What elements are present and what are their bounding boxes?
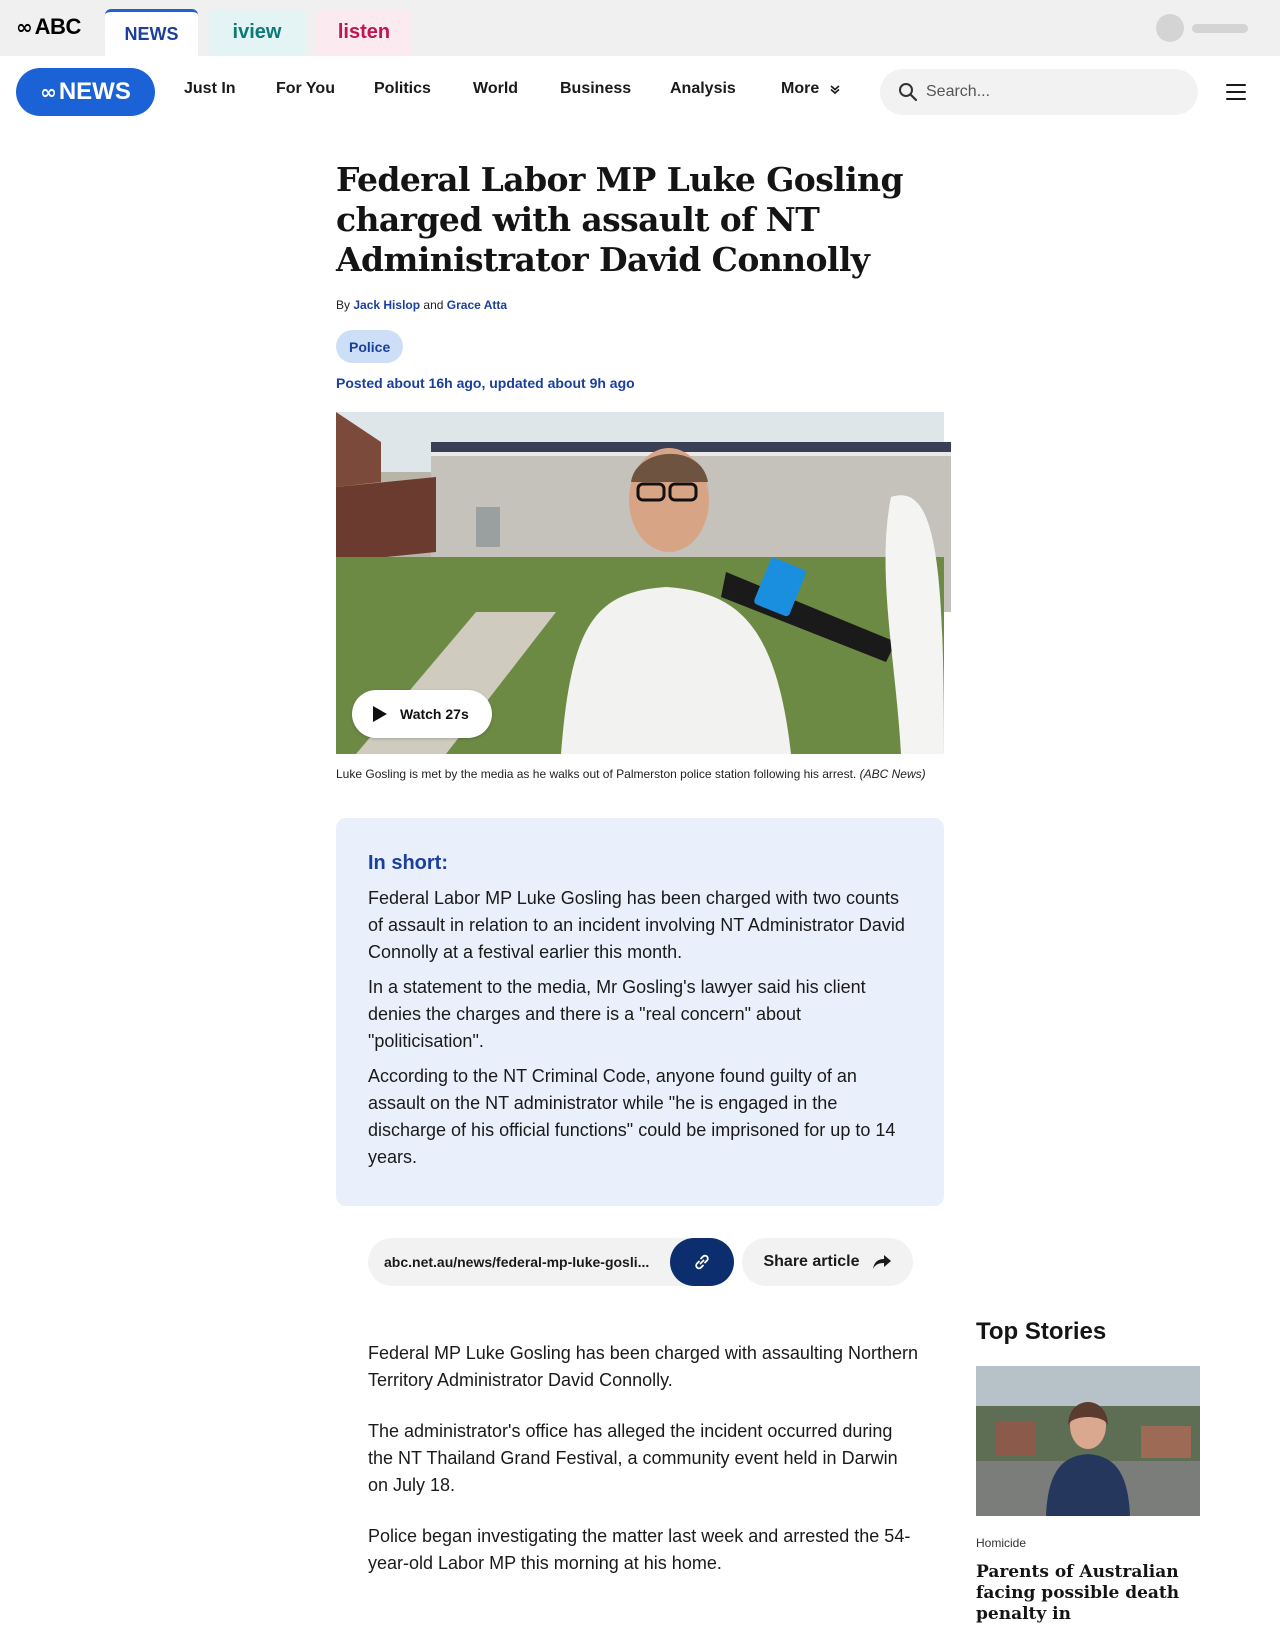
article-body [368,1340,920,1601]
news-logo-text: NEWS [58,78,131,105]
watch-video-button[interactable] [352,690,492,738]
article-url-text: abc.net.au/news/federal-mp-luke-gosli... [384,1254,650,1270]
nav-more-button[interactable] [781,80,841,98]
top-story-image[interactable] [976,1366,1200,1516]
search-placeholder: Search... [926,83,991,100]
image-caption [336,764,944,784]
hero-video[interactable] [336,412,944,754]
topic-tag-police[interactable]: Police [336,330,403,363]
posted-timestamp: Posted about 16h ago, updated about 9h ago [336,375,635,391]
share-row [368,1238,913,1286]
nav-analysis[interactable]: Analysis [670,80,736,97]
byline-prefix: By [336,298,351,312]
caption-text: Luke Gosling is met by the media as he walks out of Palmerston police station following his arrest. [336,767,857,781]
byline-and: and [423,298,444,312]
share-arrow-icon [872,1254,892,1270]
caption-credit: (ABC News) [859,767,926,781]
in-short-title: In short: [368,852,448,874]
nav-just-in[interactable]: Just In [184,80,236,97]
in-short-point: Federal Labor MP Luke Gosling has been charged with two counts of assault in relation to an incident involving NT Administrator David Connolly at a festival earlier this month. [368,888,905,962]
byline [336,298,507,312]
nav-politics[interactable]: Politics [374,80,431,97]
watch-label: Watch 27s [400,706,469,722]
share-article-button[interactable] [742,1238,913,1286]
top-stories-heading: Top Stories [976,1318,1107,1345]
author-link[interactable]: Grace Atta [446,298,508,312]
article-url-field[interactable] [368,1238,734,1286]
body-paragraph: The administrator's office has alleged the incident occurred during the NT Thailand Grand Festival, a community event held in Darwin on July 18. [368,1421,898,1495]
brand-tab-iview[interactable]: iview [209,9,305,56]
body-paragraph: Police began investigating the matter last week and arrested the 54-year-old Labor MP this morning at his home. [368,1526,911,1573]
brand-tab-news[interactable]: NEWS [105,9,198,56]
play-icon [372,705,388,723]
abc-logo[interactable] [16,14,81,40]
nav-world[interactable]: World [473,80,519,97]
body-paragraph: Federal MP Luke Gosling has been charged with assaulting Northern Territory Administrator David Connolly. [368,1343,918,1390]
abc-news-logo[interactable] [16,68,155,116]
search-input[interactable] [880,69,1198,115]
in-short-box [336,818,944,1206]
brand-tab-listen[interactable]: listen [316,9,412,56]
article-headline: Federal Labor MP Luke Gosling charged with assault of NT Administrator David Connolly [336,160,903,279]
top-story-headline[interactable]: Parents of Australian facing possible death penalty in [976,1562,1180,1624]
chevron-down-icon [829,83,841,95]
link-icon [692,1252,712,1272]
abc-wave-icon: ∞ [40,80,55,104]
share-label: Share article [763,1253,860,1270]
top-story-photo [976,1366,1200,1516]
nav-more-label: More [781,80,820,97]
abc-brand-bar [0,0,1280,56]
nav-business[interactable]: Business [560,80,632,97]
abc-logo-text: ABC [34,14,81,39]
author-link[interactable]: Jack Hislop [353,298,421,312]
in-short-point: According to the NT Criminal Code, anyone found guilty of an assault on the NT administrator while "he is engaged in the discharge of his official functions" could be imprisoned for up to 14 years. [368,1066,896,1167]
menu-icon[interactable] [1226,84,1246,100]
abc-wave-icon: ∞ [16,15,31,39]
news-nav-bar [0,56,1280,128]
user-name-placeholder[interactable] [1192,24,1248,33]
copy-link-button[interactable] [670,1238,734,1286]
in-short-point: In a statement to the media, Mr Gosling's lawyer said his client denies the charges and there is a "real concern" about "politicisation". [368,977,866,1051]
search-icon [898,82,918,102]
top-story-tag[interactable]: Homicide [976,1536,1027,1550]
nav-for-you[interactable]: For You [276,80,335,97]
user-avatar[interactable] [1156,14,1184,42]
